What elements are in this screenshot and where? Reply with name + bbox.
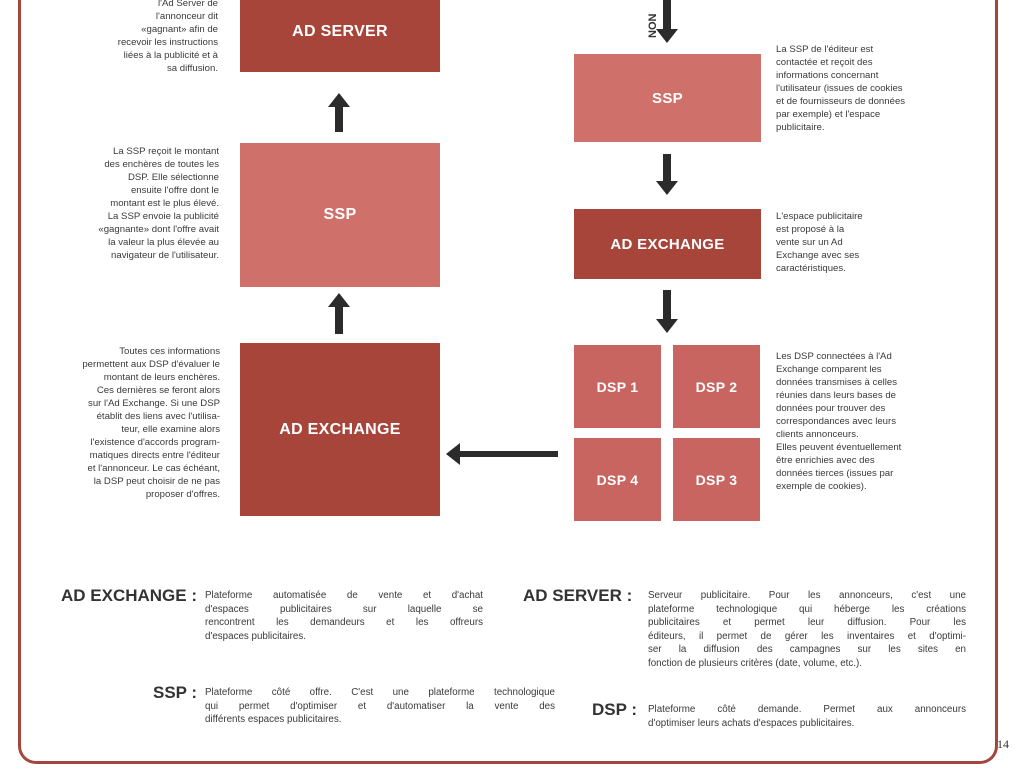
text-line: l'annonceur dit	[155, 11, 218, 22]
text-line: d'espaces publicitaires.	[205, 630, 306, 642]
dsp-1-box	[574, 345, 661, 428]
text-line: navigateur de l'utilisateur.	[111, 250, 219, 261]
text-line: teur, elle examine alors	[121, 424, 220, 435]
glossary-adx-term: AD EXCHANGE :	[61, 586, 198, 605]
text-line: La SSP envoie la publicité	[107, 211, 219, 222]
text-line: la DSP peut choisir de ne pas	[93, 476, 220, 487]
text-line: La SSP de l'éditeur est	[776, 44, 874, 55]
adx-right-label: AD EXCHANGE	[610, 235, 725, 253]
glossary-dsp-term: DSP :	[592, 700, 638, 719]
arrow-left-icon	[446, 443, 558, 465]
text-line: réunies dans leurs bases de	[776, 390, 896, 401]
text-line: liées à la publicité et à	[123, 50, 218, 61]
text-line: sa diffusion.	[166, 63, 218, 74]
text-line: l'utilisateur (issues de cookies	[776, 83, 903, 94]
text-line: Les DSP connectées à l'Ad	[776, 351, 892, 362]
text-line: La SSP reçoit le montant	[113, 146, 219, 157]
dsp-4-box	[574, 438, 661, 521]
glossary-ssp-definition	[205, 686, 555, 727]
page-number: 14	[997, 737, 1009, 751]
adx-right-box	[574, 209, 761, 279]
ssp-right-description	[776, 43, 966, 134]
adx-left-description	[30, 345, 220, 501]
text-line: plateforme technologique qui héberge les créations	[648, 603, 966, 615]
text-line: L'espace publicitaire	[776, 211, 863, 222]
non-label: NON	[647, 13, 659, 38]
dsp-2-label: DSP 2	[695, 378, 738, 395]
text-line: Plateforme côté demande. Permet aux annonceurs	[648, 704, 966, 715]
ad-server-label: AD SERVER	[292, 23, 388, 40]
text-line: et de fournisseurs de données	[776, 96, 906, 107]
text-line: recevoir les instructions	[117, 37, 218, 48]
text-line: fonction de plusieurs critères (date, volume, etc.).	[648, 657, 862, 669]
text-line: exemple de cookies).	[776, 481, 867, 492]
text-line: établit des liens avec l'utilisa-	[96, 411, 220, 422]
text-line: DSP. Elle sélectionne	[127, 172, 219, 183]
text-line: d'espaces publicitaires sur laquelle se	[205, 603, 483, 615]
text-line: permettent aux DSP d'évaluer le	[82, 359, 220, 370]
ssp-right-label: SSP	[652, 89, 683, 107]
dsp-1-label: DSP 1	[596, 378, 639, 395]
text-line: et l'annonceur. Le cas échéant,	[87, 463, 220, 474]
adx-left-label: AD EXCHANGE	[279, 420, 401, 438]
glossary-ssp-term: SSP :	[153, 683, 198, 702]
ssp-left-description	[52, 145, 219, 262]
adx-right-description	[776, 210, 946, 275]
text-line: être enrichies avec des	[776, 455, 875, 466]
text-line: Exchange comparent les	[776, 364, 882, 375]
glossary-dsp-definition	[648, 703, 966, 730]
dsp-4-label: DSP 4	[596, 471, 639, 488]
text-line: montant est le plus élevé.	[110, 198, 219, 209]
adx-left-box	[240, 343, 440, 516]
ssp-left-box	[240, 143, 440, 287]
text-line: données transmises à celles	[776, 377, 898, 388]
text-line: vente sur un Ad	[776, 237, 843, 248]
glossary-adserver-definition	[648, 589, 966, 670]
text-line: ser la diffusion des campagnes sur les sites en	[648, 644, 966, 655]
dsp-description	[776, 350, 976, 493]
text-line: publicitaires et permet leur diffusion. Pour les	[648, 617, 966, 628]
arrow-up-icon	[328, 93, 350, 133]
ad-server-description	[60, 0, 218, 75]
text-line: l'existence d'accords program-	[90, 437, 220, 448]
text-line: Exchange avec ses	[776, 250, 860, 261]
text-line: Toutes ces informations	[119, 346, 220, 357]
dsp-3-box	[673, 438, 760, 521]
arrow-up-icon	[328, 293, 350, 335]
text-line: «gagnant» afin de	[141, 24, 218, 35]
ssp-left-label: SSP	[323, 206, 357, 223]
text-line: correspondances avec leurs	[776, 416, 896, 427]
glossary-adserver-term: AD SERVER :	[523, 586, 633, 605]
text-line: clients annonceurs.	[776, 429, 859, 440]
text-line: qui permet d'optimiser et d'automatiser la vente des	[205, 700, 555, 712]
text-line: Serveur publicitaire. Pour les annonceurs, c'est une	[648, 590, 966, 601]
text-line: par exemple) et l'espace	[776, 109, 881, 120]
text-line: informations concernant	[776, 70, 879, 81]
text-line: est proposé à la	[776, 224, 845, 235]
text-line: «gagnante» dont l'offre avait	[98, 224, 219, 235]
ssp-right-box	[574, 54, 761, 142]
text-line: rencontrent les demandeurs et les offreurs	[205, 617, 483, 628]
text-line: l'Ad Server de	[158, 0, 218, 9]
text-line: ensuite l'offre dont le	[130, 185, 219, 196]
text-line: publicitaire.	[776, 122, 825, 133]
glossary-adx-definition	[205, 589, 483, 643]
arrow-down-icon	[656, 290, 678, 334]
text-line: matiques directs entre l'éditeur	[89, 450, 220, 461]
text-line: contactée et reçoit des	[776, 57, 873, 68]
text-line: données tierces (issues par	[776, 468, 894, 479]
text-line: caractéristiques.	[776, 263, 846, 274]
text-line: montant de leurs enchères.	[103, 372, 220, 383]
text-line: des enchères de toutes les	[104, 159, 219, 170]
arrow-down-icon	[656, 0, 678, 44]
dsp-2-box	[673, 345, 760, 428]
arrow-down-icon	[656, 154, 678, 196]
text-line: proposer d'offres.	[145, 489, 220, 500]
text-line: Elles peuvent éventuellement	[776, 442, 902, 453]
text-line: données pour trouver des	[776, 403, 886, 414]
text-line: sur l'Ad Exchange. Si une DSP	[88, 398, 220, 409]
text-line: éditeurs, il permet de gérer les inventaires et d'optimi-	[648, 630, 966, 642]
text-line: différents espaces publicitaires.	[205, 714, 342, 725]
text-line: la valeur la plus élevée au	[108, 237, 219, 248]
ad-server-box	[240, 0, 440, 72]
text-line: Ces dernières se feront alors	[96, 385, 220, 396]
text-line: Plateforme automatisée de vente et d'achat	[205, 590, 483, 601]
dsp-3-label: DSP 3	[695, 471, 738, 488]
text-line: Plateforme côté offre. C'est une plateforme technologique	[205, 687, 555, 698]
text-line: d'optimiser leurs achats d'espaces publicitaires.	[648, 717, 855, 729]
